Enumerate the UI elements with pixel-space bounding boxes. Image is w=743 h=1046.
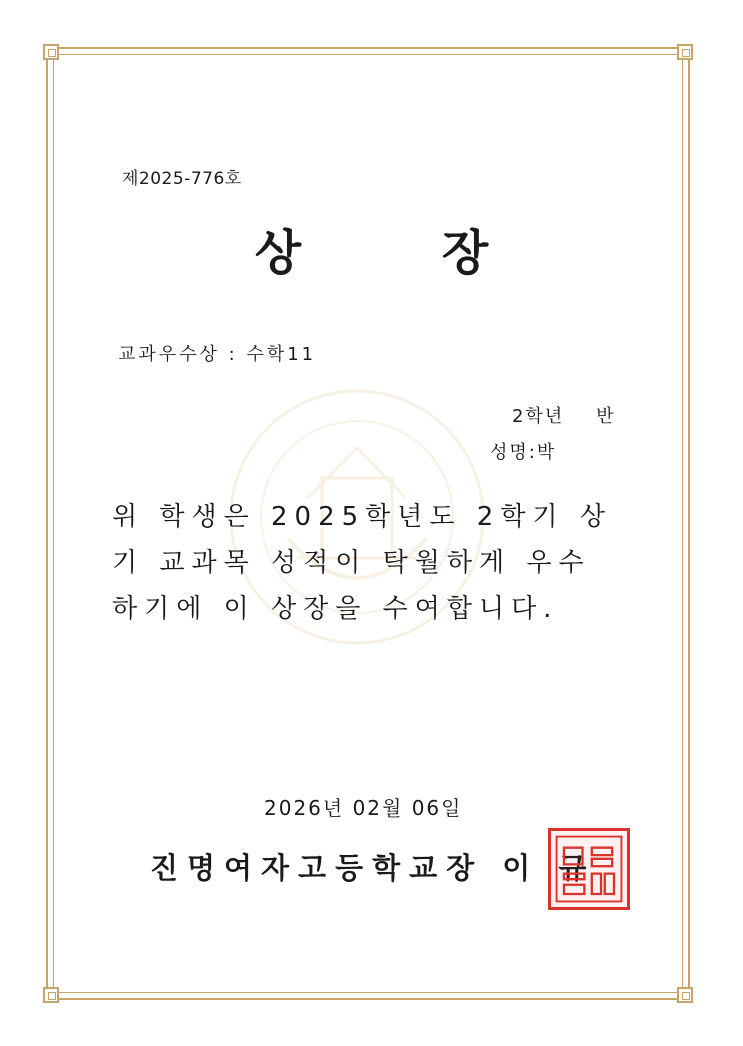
certificate-number: 제2025-776호 (122, 169, 242, 189)
issuer-name (150, 846, 595, 887)
issue-date: 2026년 02월 06일 (264, 796, 463, 820)
award-name: 교과우수상 : 수학11 (118, 344, 317, 365)
grade-class-line (512, 402, 616, 428)
body-line: 위 학생은 2025학년도 2학기 상 (112, 502, 612, 532)
corner-ornament-top-left (43, 44, 59, 60)
student-name: 성명:박 (490, 442, 557, 463)
body-line: 하기에 이 상장을 수여합니다. (112, 594, 559, 624)
corner-ornament-bottom-right (677, 987, 693, 1003)
body-line: 기 교과목 성적이 탁월하게 우수 (112, 548, 591, 578)
official-seal-stamp (548, 828, 630, 910)
class-label: 반 (596, 406, 616, 427)
corner-ornament-bottom-left (43, 987, 59, 1003)
corner-ornament-top-right (677, 44, 693, 60)
grade-label: 2학년 (512, 406, 565, 427)
certificate-body (112, 494, 652, 632)
certificate-title: 상 장 (254, 225, 551, 281)
issuer-text: 진명여자고등학교장 이 규 (150, 851, 596, 885)
